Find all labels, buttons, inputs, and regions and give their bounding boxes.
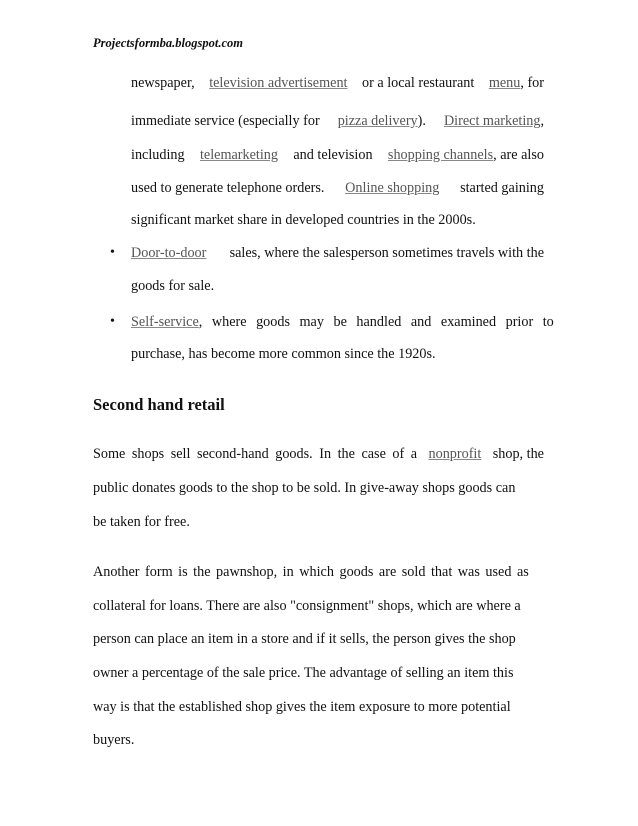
text-run: started gaining [460,180,544,196]
text-run: ). [417,113,426,129]
bullet-marker: • [110,245,115,260]
page-header: Projectsformba.blogspot.com [93,36,243,50]
text-run: buyers. [93,732,135,748]
bullet-marker: • [110,314,115,329]
text-line [131,179,544,197]
link-menu[interactable]: menu [488,75,521,91]
text-run: Some shops sell second-hand goods. In the case of a [93,446,418,462]
text-line [93,563,544,581]
text-line [131,345,544,363]
link-telemarketing[interactable]: telemarketing [199,147,278,163]
text-line [131,277,544,295]
text-line [93,731,544,749]
link-door-to-door[interactable]: Door-to-door [131,245,207,261]
text-run: public donates goods to the shop to be sold. In give-away shops goods can [93,480,516,496]
text-run: purchase, has become more common since the 1920s. [131,346,436,362]
link-online-shopping[interactable]: Online shopping [345,180,440,196]
text-line [131,211,544,229]
link-shopping-channels[interactable]: shopping channels [387,147,494,163]
text-line [93,445,544,463]
text-line [93,664,544,682]
text-run: used to generate telephone orders. [131,180,325,196]
text-run: shop, the [492,446,544,462]
text-line [93,630,544,648]
link-nonprofit[interactable]: nonprofit [428,446,482,462]
link-pizza-delivery[interactable]: pizza delivery [337,113,418,129]
text-run: and television [293,147,373,163]
text-line [93,513,544,531]
text-line [131,146,544,164]
text-line [131,112,544,130]
text-run: including [131,147,185,163]
text-line [93,698,544,716]
text-run: owner a percentage of the sale price. The advantage of selling an item this [93,665,514,681]
text-run: , [540,113,544,129]
list-item [131,244,544,262]
text-run: , for [520,75,544,91]
text-run: collateral for loans. There are also "consignment" shops, which are where a [93,598,521,614]
link-television-advertisement[interactable]: television advertisement [209,75,348,91]
text-line [131,74,544,92]
text-run: Another form is the pawnshop, in which goods are sold that was used as [93,564,529,580]
text-run: , where goods may be handled and examined prior to [198,314,554,330]
text-run: goods for sale. [131,278,215,294]
text-run: , are also [493,147,544,163]
text-run: person can place an item in a store and if it sells, the person gives the shop [93,631,516,647]
text-run: be taken for free. [93,514,190,530]
text-run: newspaper, [131,75,195,91]
list-item [131,313,554,331]
text-run: significant market share in developed countries in the 2000s. [131,212,476,228]
text-run: sales, where the salesperson sometimes travels with the [229,245,544,261]
section-heading: Second hand retail [93,395,225,414]
text-run: immediate service (especially for [131,113,320,129]
text-run: way is that the established shop gives the item exposure to more potential [93,699,511,715]
link-self-service[interactable]: Self-service [131,314,199,330]
link-direct-marketing[interactable]: Direct marketing [443,113,541,129]
text-line [93,479,544,497]
text-run: or a local restaurant [362,75,475,91]
text-line [93,597,544,615]
